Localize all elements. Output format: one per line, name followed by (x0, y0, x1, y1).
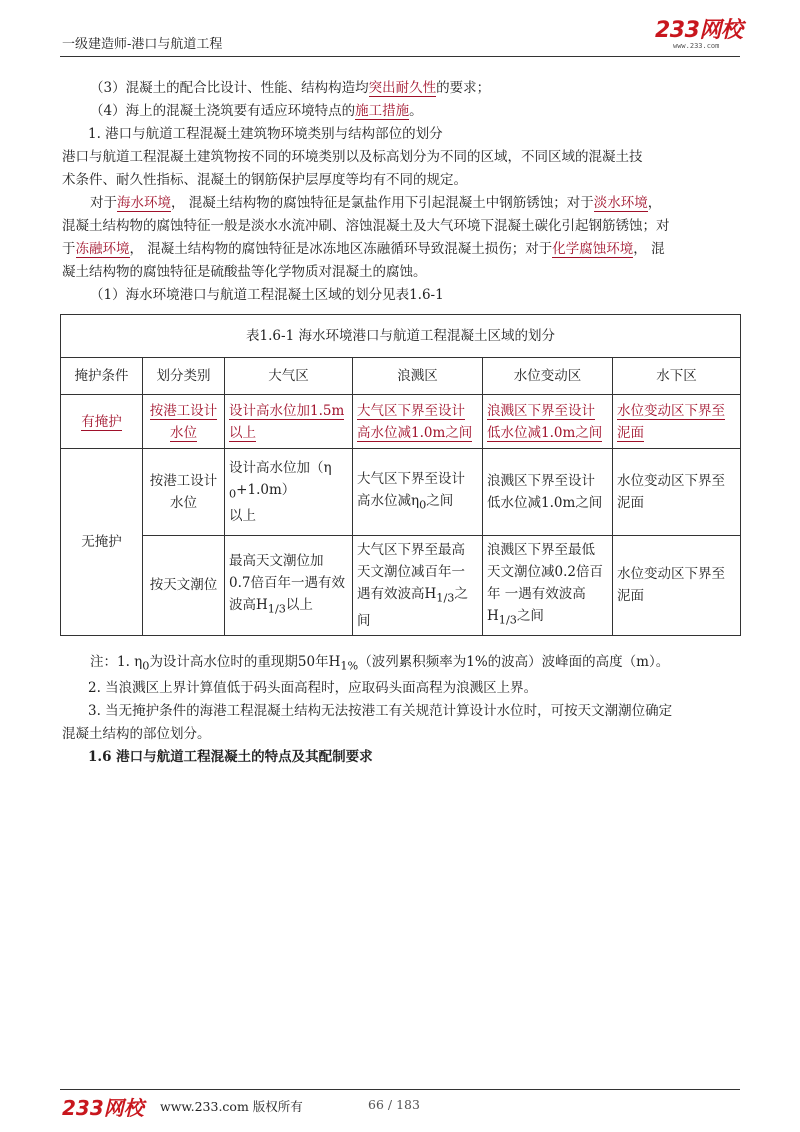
table-header-row (61, 358, 741, 395)
cell-underwater: 水位变动区下界至泥面 (613, 395, 741, 449)
footer-copyright: www.233.com 版权所有 (160, 1099, 303, 1114)
logo-url: www.233.com (673, 42, 720, 50)
paragraph-item-4: （4）海上的混凝土浇筑要有适应环境特点的施工措施。 (90, 103, 423, 119)
page-number: 66 / 183 (368, 1097, 420, 1112)
highlight-construction-measures: 施工措施 (355, 103, 410, 119)
header-underwater-zone: 水下区 (613, 358, 741, 395)
intro-line-1: 港口与航道工程混凝土建筑物按不同的环境类别以及标高划分为不同的区域，不同区域的混凝土技 (62, 149, 643, 165)
cell-splash: 大气区下界至最高天文潮位减百年一遇有效波高$H_{1/3}$之间 (353, 535, 483, 635)
environment-line-1: 对于海水环境， 混凝土结构物的腐蚀特征是氯盐作用下引起混凝土中钢筋锈蚀；对于淡水环境， (90, 195, 662, 211)
footer-divider (60, 1089, 740, 1090)
cell-basis: 按港工设计水位 (143, 449, 225, 535)
cell-underwater: 水位变动区下界至泥面 (613, 449, 741, 535)
cell-tidal: 浪溅区下界至最低天文潮位减0.2倍百年 一遇有效波高$H_{1/3}$之间 (483, 535, 613, 635)
highlight-seawater: 海水环境 (117, 195, 171, 211)
table-caption: 表1.6-1 海水环境港口与航道工程混凝土区域的划分 (61, 315, 741, 358)
highlight-chemical: 化学腐蚀环境 (552, 241, 634, 257)
highlight-freeze-thaw: 冻融环境 (75, 241, 130, 257)
environment-line-2: 混凝土结构物的腐蚀特征一般是淡水水流冲刷、溶蚀混凝土及大气环境下混凝土碳化引起钢筋锈蚀；对 (62, 218, 670, 234)
cell-basis: 按天文潮位 (143, 535, 225, 635)
table-row-unshielded-design (61, 449, 741, 535)
intro-line-2: 术条件、耐久性指标、混凝土的钢筋保护层厚度等均有不同的规定。 (62, 172, 467, 188)
footer-logo[interactable]: 233网校 (62, 1096, 144, 1120)
section-heading-1: 1. 港口与航道工程混凝土建筑物环境类别与结构部位的划分 (88, 126, 443, 142)
cell-underwater: 水位变动区下界至泥面 (613, 535, 741, 635)
cell-basis: 按港工设计水位 (143, 395, 225, 449)
cell-splash: 大气区下界至设计高水位减$\eta_0$之间 (353, 449, 483, 535)
cell-tidal: 浪溅区下界至设计低水位减1.0m之间 (483, 449, 613, 535)
table-reference: （1）海水环境港口与航道工程混凝土区域的划分见表1.6-1 (90, 287, 444, 303)
section-heading-1-6: 1.6 港口与航道工程混凝土的特点及其配制要求 (88, 749, 373, 765)
table-row-unshielded-tide (61, 535, 741, 635)
header-division-category: 划分类别 (143, 358, 225, 395)
header-splash-zone: 浪溅区 (353, 358, 483, 395)
highlight-freshwater: 淡水环境 (593, 195, 648, 211)
document-header-title: 一级建造师-港口与航道工程 (62, 37, 223, 52)
note-1: 注：1. $\eta_0$为设计高水位时的重现期50年$H_{1\%}$（波列累积频率为1%的波高）波峰面的高度（m）。 (90, 654, 670, 673)
header-shield-condition: 掩护条件 (61, 358, 143, 395)
header-atmospheric-zone: 大气区 (225, 358, 353, 395)
note-2: 2. 当浪溅区上界计算值低于码头面高程时，应取码头面高程为浪溅区上界。 (88, 680, 538, 696)
environment-line-3: 于冻融环境， 混凝土结构物的腐蚀特征是冰冻地区冻融循环导致混凝土损伤；对于化学腐蚀环境， 混 (62, 241, 665, 257)
table-row-shielded (61, 395, 741, 449)
header-tidal-zone: 水位变动区 (483, 358, 613, 395)
header-divider (60, 56, 740, 57)
logo-text: 233网校 (655, 18, 743, 43)
environment-line-4: 凝土结构物的腐蚀特征是硫酸盐等化学物质对混凝土的腐蚀。 (62, 264, 427, 280)
note-3-line-1: 3. 当无掩护条件的海港工程混凝土结构无法按港工有关规范计算设计水位时，可按天文潮潮位确定 (88, 703, 673, 719)
cell-tidal: 浪溅区下界至设计低水位减1.0m之间 (483, 395, 613, 449)
cell-atmospheric: 设计高水位加（η $_0$+1.0m） 以上 (225, 449, 353, 535)
cell-condition: 有掩护 (61, 395, 143, 449)
note-3-line-2: 混凝土结构的部位划分。 (62, 726, 211, 742)
cell-atmospheric: 设计高水位加1.5m以上 (225, 395, 353, 449)
paragraph-item-3: （3）混凝土的配合比设计、性能、结构构造均突出耐久性的要求； (90, 80, 491, 96)
highlight-durability: 突出耐久性 (368, 80, 437, 96)
zone-division-table (60, 314, 741, 636)
cell-atmospheric: 最高天文潮位加 0.7倍百年一遇有效波高$H_{1/3}$以上 (225, 535, 353, 635)
cell-condition-unshielded: 无掩护 (61, 449, 143, 636)
cell-splash: 大气区下界至设计高水位减1.0m之间 (353, 395, 483, 449)
site-logo[interactable] (655, 20, 745, 60)
